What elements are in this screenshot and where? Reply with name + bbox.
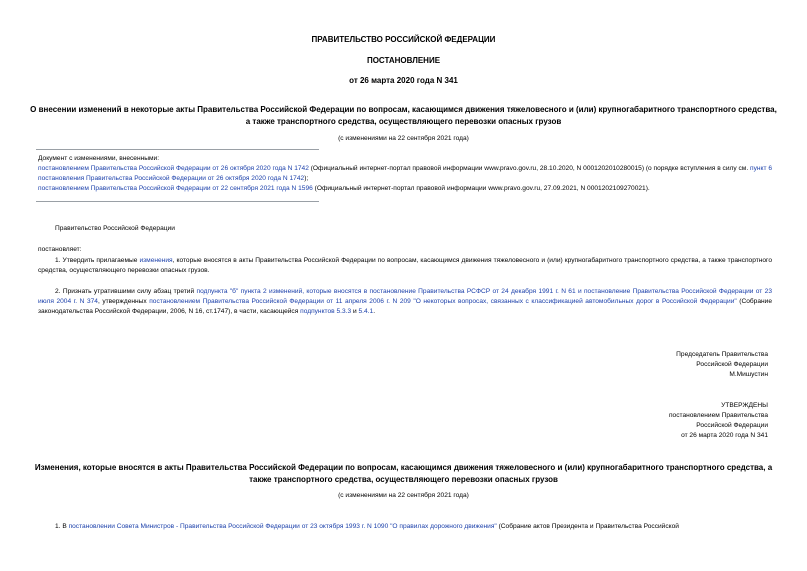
approved-word: УТВЕРЖДЕНЫ <box>721 402 768 409</box>
annex-changes-note: (с изменениями на 22 сентября 2021 года) <box>338 492 469 499</box>
changes-block <box>38 154 772 194</box>
body-government: Правительство Российской Федерации <box>55 225 175 232</box>
government-heading: ПРАВИТЕЛЬСТВО РОССИЙСКОЙ ФЕДЕРАЦИИ <box>311 35 496 44</box>
divider-top <box>36 149 319 150</box>
link-decree-1742[interactable]: постановлением Правительства Российской Федерации от 26 октября 2020 года N 1742 <box>38 165 309 172</box>
link-subpoint-5-3-3[interactable]: подпунктов 5.3.3 <box>300 308 352 315</box>
approved-line-1: постановлением Правительства <box>668 412 768 419</box>
changes-note: (с изменениями на 22 сентября 2021 года) <box>338 135 469 142</box>
signature-name: М.Мишустин <box>729 371 768 378</box>
document-date-number: от 26 марта 2020 года N 341 <box>349 76 458 85</box>
approved-line-2: Российской Федерации <box>696 422 768 429</box>
link-decree-1090[interactable]: постановлении Совета Министров - Правительства Российской Федерации от 23 октября 1993 г. N 1090 "О правилах дорожного движения" <box>68 523 497 530</box>
changes-intro: Документ с изменениями, внесенными: <box>38 155 160 162</box>
link-changes[interactable]: изменения <box>139 257 173 264</box>
link-decree-1742-p6[interactable]: пункт 6 постановления Правительства Российской Федерации от 26 октября 2020 года N 1742 <box>38 165 773 182</box>
link-decree-1596[interactable]: постановлением Правительства Российской Федерации от 22 сентября 2021 года N 1596 <box>38 185 313 192</box>
paragraph-2: 2. Признать утратившими силу абзац третий подпункта "б" пункта 2 изменений, которые вносятся в постановление Правительства РСФСР от 24 декабря 1991 г. N 61 и постановление Правительства Российской Федерации от 23 июля 2004 г. N 374, утвержденных постановлением Правительства Российской Федерации от 11 апреля 2006 г. N 209 "О некоторых вопросах, связанных с классификацией автомобильных дорог в Российской Федерации" (Собрание законодательства Российской Федерации, 2006, N 16, ст.1747), в части, касающейся подпунктов 5.3.3 и 5.4.1. <box>38 288 773 315</box>
link-decree-209[interactable]: постановлением Правительства Российской Федерации от 11 апреля 2006 г. N 209 "О некоторых вопросах, связанных с классификацией автомобильных дорог в Российской Федерации" <box>149 298 737 305</box>
annex-title: Изменения, которые вносятся в акты Правительства Российской Федерации по вопросам, касающимся движения тяжеловесного и (или) крупногабаритного транспортного средства, а также транспортного средства, осуществляющего перевозки опасных грузов <box>34 463 773 484</box>
changes-item-2: постановлением Правительства Российской Федерации от 22 сентября 2021 года N 1596 (Официальный интернет-портал правовой информации www.pravo.gov.ru, 27.09.2021, N 0001202109270021). <box>38 185 650 192</box>
paragraph-1: 1. Утвердить прилагаемые изменения, которые вносятся в акты Правительства Российской Федерации по вопросам, касающимся движения тяжеловесного и (или) крупногабаритного транспортного средства, а также транспортного средства, осуществляющего перевозки опасных грузов. <box>38 257 772 274</box>
link-subpoint-b[interactable]: подпункта "б" пункта 2 изменений, которые вносятся в постановление Правительства РСФСР от 24 декабря 1991 г. N 61 и постановление Правительства Российской Федерации от 23 июля 2004 г. N 374 <box>38 288 772 305</box>
divider-bottom <box>36 201 319 202</box>
body-decides: постановляет: <box>38 246 82 253</box>
annex-paragraph-1: 1. В постановлении Совета Министров - Правительства Российской Федерации от 23 октября 1993 г. N 1090 "О правилах дорожного движения" (Собрание актов Президента и Правительства Российской <box>55 523 679 530</box>
changes-item-1: постановлением Правительства Российской Федерации от 26 октября 2020 года N 1742 (Официальный интернет-портал правовой информации www.pravo.gov.ru, 28.10.2020, N 0001202010280015) (о порядке вступления в силу см. пункт 6 постановления Правительства Российской Федерации от 26 октября 2020 года N 1742); <box>38 165 773 182</box>
document-type: ПОСТАНОВЛЕНИЕ <box>366 56 441 65</box>
signature-block <box>520 350 768 380</box>
approved-line-3: от 26 марта 2020 года N 341 <box>681 432 768 439</box>
approved-block <box>520 401 768 441</box>
signature-position-1: Председатель Правительства <box>676 351 768 358</box>
link-subpoint-5-4-1[interactable]: 5.4.1 <box>358 308 374 315</box>
document-title: О внесении изменений в некоторые акты Правительства Российской Федерации по вопросам, касающимся движения тяжеловесного и (или) крупногабаритного транспортного средства, а также транспортного средства, осуществляющего перевозки опасных грузов <box>30 105 777 126</box>
signature-position-2: Российской Федерации <box>696 361 768 368</box>
